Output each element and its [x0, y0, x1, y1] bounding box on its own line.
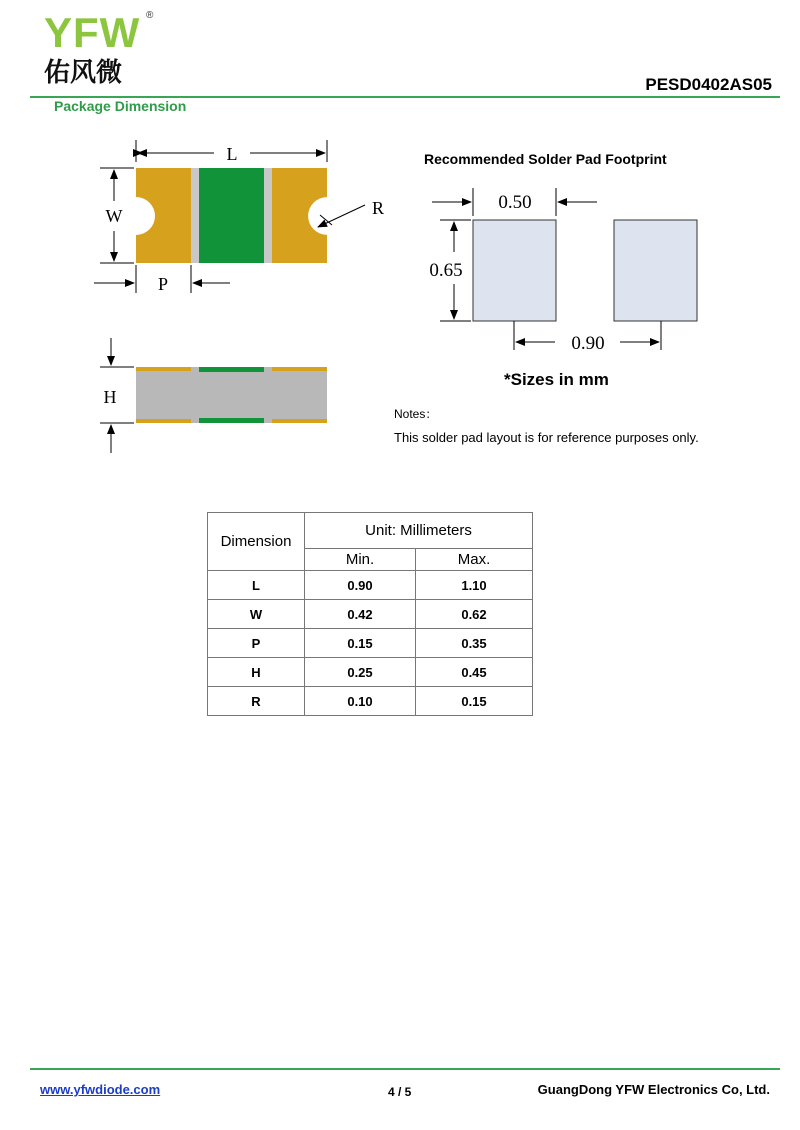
min-cell: 0.25 — [305, 658, 416, 687]
table-row — [208, 687, 533, 716]
min-header: Min. — [305, 549, 416, 571]
terminal-left — [136, 168, 191, 263]
table-row — [208, 600, 533, 629]
footer-divider — [30, 1068, 780, 1070]
footprint-title: Recommended Solder Pad Footprint — [424, 151, 667, 167]
pad-height-value: 0.65 — [429, 260, 463, 281]
min-cell: 0.90 — [305, 571, 416, 600]
part-number: PESD0402AS05 — [645, 75, 772, 94]
dim-label-P: P — [157, 274, 169, 294]
website-link[interactable]: www.yfwdiode.com — [40, 1082, 161, 1097]
table-row — [208, 571, 533, 600]
logo-chinese: 佑风微 — [44, 58, 123, 88]
max-cell: 0.15 — [416, 687, 533, 716]
dim-label-L: L — [226, 144, 238, 164]
sizes-note: *Sizes in mm — [504, 370, 609, 389]
table-row — [208, 629, 533, 658]
solder-pad-left — [473, 220, 556, 321]
min-cell: 0.15 — [305, 629, 416, 658]
dim-cell: L — [208, 571, 305, 600]
dim-cell: H — [208, 658, 305, 687]
company-name: GuangDong YFW Electronics Co, Ltd. — [537, 1082, 770, 1097]
dim-label-W: W — [105, 206, 123, 226]
unit-header: Unit: Millimeters — [305, 513, 533, 549]
dim-label-R: R — [372, 198, 385, 218]
dimension-table — [207, 512, 533, 716]
max-cell: 0.45 — [416, 658, 533, 687]
max-header: Max. — [416, 549, 533, 571]
pitch-value: 0.90 — [571, 333, 605, 354]
package-drawing — [80, 135, 400, 465]
table-row — [208, 658, 533, 687]
dimension-header: Dimension — [208, 513, 305, 571]
min-cell: 0.42 — [305, 600, 416, 629]
max-cell: 0.62 — [416, 600, 533, 629]
registered-mark: ® — [146, 10, 154, 21]
package-top-view — [136, 168, 327, 263]
logo-letters: YFW — [44, 9, 141, 56]
dim-label-H: H — [103, 387, 117, 407]
dim-cell: W — [208, 600, 305, 629]
min-cell: 0.10 — [305, 687, 416, 716]
package-side-view — [136, 367, 327, 423]
dim-cell: P — [208, 629, 305, 658]
footprint-drawing — [410, 180, 710, 360]
dim-cell: R — [208, 687, 305, 716]
page-number: 4 / 5 — [388, 1085, 412, 1099]
solder-pad-right — [614, 220, 697, 321]
max-cell: 1.10 — [416, 571, 533, 600]
section-title: Package Dimension — [54, 98, 187, 114]
package-body — [199, 168, 264, 263]
max-cell: 0.35 — [416, 629, 533, 658]
pad-width-value: 0.50 — [498, 192, 532, 213]
notes-heading: Notes： — [394, 407, 438, 421]
notes-text: This solder pad layout is for reference purposes only. — [394, 430, 699, 445]
